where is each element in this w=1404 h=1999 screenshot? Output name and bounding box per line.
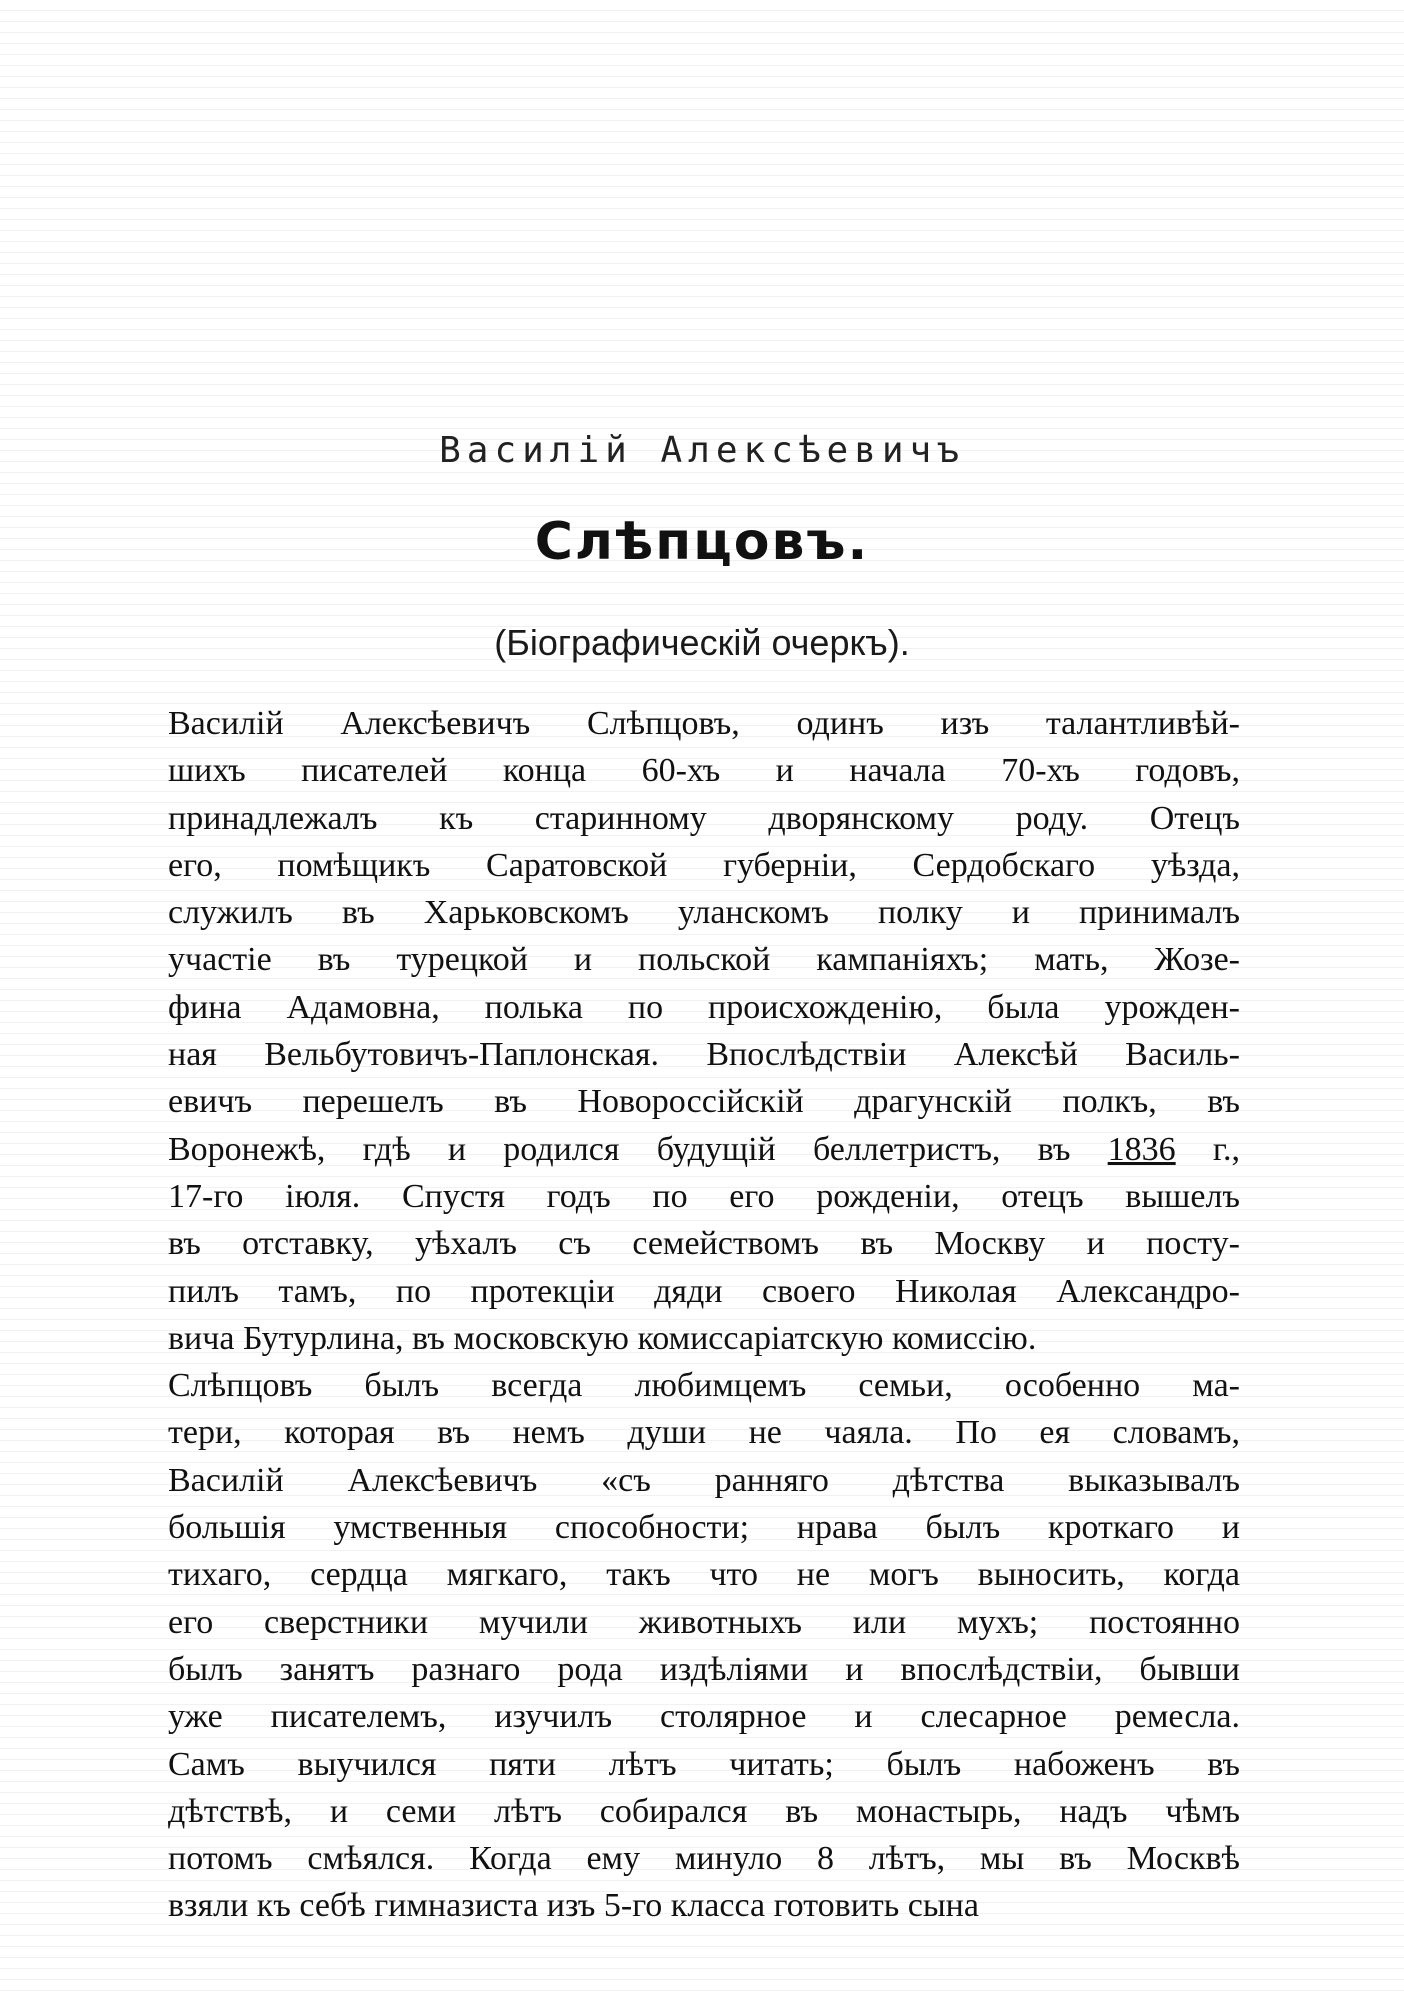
text-line: ная Вельбутовичъ-Паплонская. Впослѣдствіи Алексѣй Василь- [168, 1036, 1240, 1074]
text-line: Василій Алексѣевичъ «съ ранняго дѣтства выказывалъ [168, 1461, 1240, 1499]
page-subtitle: (Біографическій очеркъ). [494, 622, 910, 663]
text-line: потомъ смѣялся. Когда ему минуло 8 лѣтъ, мы въ Москвѣ [168, 1840, 1240, 1878]
text-line: большія умственныя способности; нрава былъ кроткаго и [168, 1509, 1240, 1547]
text-line: взяли къ себѣ гимназиста изъ 5-го класса готовить сына [168, 1887, 979, 1925]
text-line: участіе въ турецкой и польской кампаніяхъ; мать, Жозе- [168, 941, 1240, 979]
text-line: пилъ тамъ, по протекціи дяди своего Николая Александро- [168, 1272, 1240, 1310]
text-line: его, помѣщикъ Саратовской губерніи, Сердобскаго уѣзда, [168, 846, 1240, 884]
line-text-before-year: Воронежѣ, гдѣ и родился будущій беллетристъ, въ [168, 1130, 1108, 1168]
text-line: принадлежалъ къ старинному дворянскому роду. Отецъ [168, 799, 1240, 837]
page-title: Слѣпцовъ. [534, 512, 870, 572]
text-line: евичъ перешелъ въ Новороссійскій драгунскій полкъ, въ [168, 1083, 1240, 1121]
text-line: Слѣпцовъ былъ всегда любимцемъ семьи, особенно ма- [168, 1367, 1240, 1405]
text-line: уже писателемъ, изучилъ столярное и слесарное ремесла. [168, 1698, 1240, 1736]
text-line-with-year [168, 1126, 1240, 1173]
text-line: дѣтствѣ, и семи лѣтъ собирался въ монастырь, надъ чѣмъ [168, 1792, 1240, 1830]
text-line: вича Бутурлина, въ московскую комиссаріатскую комиссію. [168, 1319, 1037, 1357]
text-line: Василій Алексѣевичъ Слѣпцовъ, одинъ изъ талантливѣй- [168, 705, 1240, 742]
text-line: былъ занятъ разнаго рода издѣліями и впослѣдствіи, бывши [168, 1650, 1240, 1688]
body-text [168, 700, 1240, 1930]
text-line: Самъ выучился пяти лѣтъ читать; былъ набоженъ въ [168, 1745, 1240, 1783]
text-line: его сверстники мучили животныхъ или мухъ; постоянно [168, 1603, 1240, 1641]
author-name-line: Василій Алексѣевичъ [439, 430, 965, 471]
line-text-after-year: г., [1175, 1130, 1240, 1168]
text-line: служилъ въ Харьковскомъ уланскомъ полку и принималъ [168, 894, 1240, 932]
text-line: въ отставку, уѣхалъ съ семействомъ въ Москву и посту- [168, 1225, 1240, 1263]
text-line: шихъ писателей конца 60-хъ и начала 70-хъ годовъ, [168, 752, 1240, 790]
text-line: тери, которая въ немъ души не чаяла. По ея словамъ, [168, 1414, 1240, 1452]
text-line: фина Адамовна, полька по происхожденію, была урожден- [168, 988, 1240, 1026]
underlined-year: 1836 [1107, 1130, 1176, 1168]
text-line: 17-го іюля. Спустя годъ по его рожденіи, отецъ вышелъ [168, 1177, 1240, 1215]
text-line: тихаго, сердца мягкаго, такъ что не могъ выносить, когда [168, 1556, 1240, 1594]
